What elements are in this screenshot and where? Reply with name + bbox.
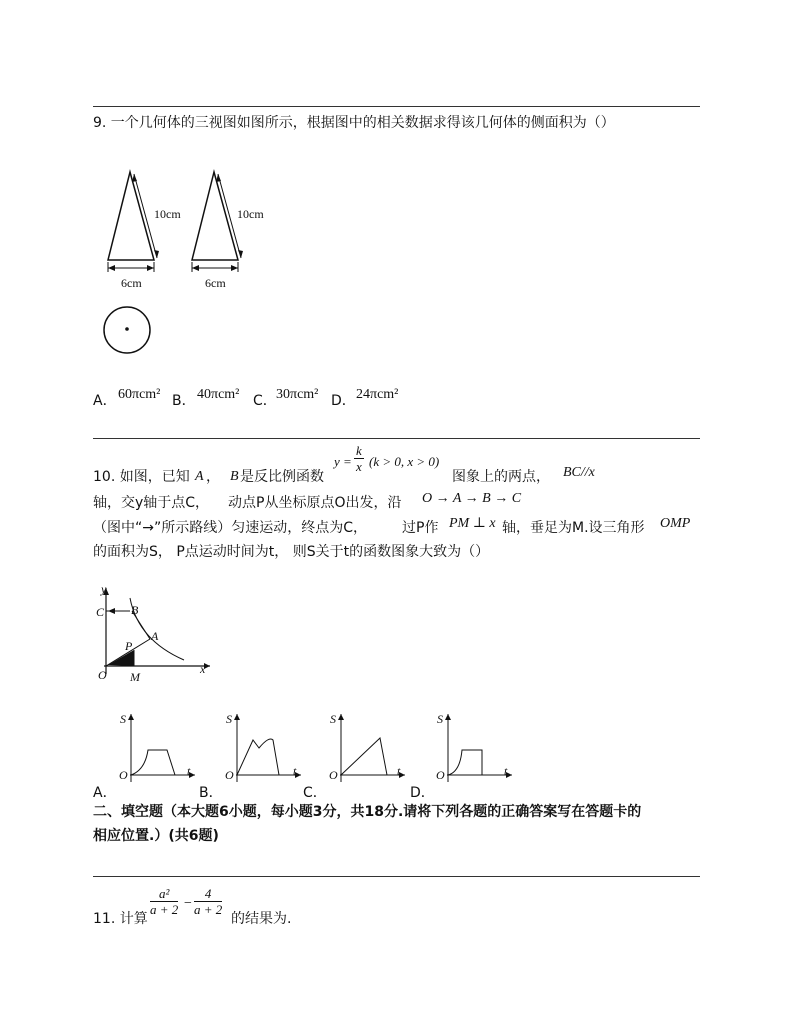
divider-q9 [93, 106, 700, 107]
divider-q10 [93, 438, 700, 439]
q11-suffix: 的结果为. [231, 911, 292, 927]
func-fraction [354, 443, 364, 474]
graph-option-b [221, 708, 311, 788]
q10-comma: ， [206, 469, 220, 485]
fig-x-label: x [200, 662, 206, 676]
q9-option-b-label: B． [172, 393, 196, 409]
q9-option-b-value: 40πcm² [197, 387, 240, 402]
graph-b-s-label: S [226, 712, 232, 726]
graph-c-s-label: S [330, 712, 336, 726]
graph-b-o-label: O [225, 768, 234, 782]
q10-line4: 的面积为S， P点运动时间为t， 则S关于t的函数图象大致为（） [93, 544, 490, 560]
graph-d-o-label: O [436, 768, 445, 782]
q9-front-view [100, 168, 180, 288]
q11-minus: − [184, 896, 192, 911]
q10-line1-c: 图象上的两点， [452, 469, 550, 485]
q9-stem: 9. 一个几何体的三视图如图所示，根据图中的相关数据求得该几何体的侧面积为（） [93, 115, 615, 131]
q11-numerator-2: 4 [194, 886, 222, 902]
q9-option-d-value: 24πcm² [356, 387, 399, 402]
q10-line3-c: 轴，垂足为M.设三角形 [502, 520, 645, 536]
graph-option-d [432, 708, 522, 788]
side-slant-label: 10cm [237, 207, 264, 221]
front-slant-label: 10cm [154, 207, 181, 221]
q10-line2-a: 轴，交y轴于点C， [93, 495, 210, 511]
fig-b-label: B [131, 603, 139, 617]
graph-a-t-label: t [187, 764, 191, 778]
section2-heading-line1: 二、填空题（本大题6小题，每小题3分，共18分.请将下列各题的正确答案写在答题卡的 [93, 804, 642, 820]
graph-option-a [115, 708, 205, 788]
graph-option-c-label: C． [303, 785, 327, 801]
q11-fraction-2 [194, 886, 222, 917]
fig-p-label: P [125, 639, 133, 653]
func-denominator: x [356, 459, 362, 474]
fig-o-label: O [98, 668, 107, 682]
front-base-label: 6cm [121, 276, 142, 290]
fig-c-label: C [96, 605, 105, 619]
point-b-label: B [230, 469, 239, 484]
q11-denominator-1: a + 2 [150, 902, 179, 917]
q11-denominator-2: a + 2 [194, 902, 223, 917]
q11-prefix: 11. 计算 [93, 911, 148, 927]
q10-line3-b: 过P作 [402, 520, 439, 536]
q9-option-d-label: D． [331, 393, 356, 409]
graph-a-s-label: S [120, 712, 126, 726]
q9-option-a-label: A． [93, 393, 117, 409]
graph-option-a-label: A． [93, 785, 117, 801]
graph-d-t-label: t [504, 764, 508, 778]
q9-option-a-value: 60πcm² [118, 387, 161, 402]
graph-c-t-label: t [397, 764, 401, 778]
q9-top-view [102, 305, 152, 355]
point-a-label: A [195, 469, 204, 484]
graph-option-b-label: B． [199, 785, 223, 801]
graph-b-t-label: t [293, 764, 297, 778]
q10-line3-a: （图中“→”所示路线）匀速运动，终点为C， [93, 520, 368, 536]
triangle-omp: OMP [660, 516, 691, 531]
graph-c-o-label: O [329, 768, 338, 782]
bc-parallel: BC//x [563, 465, 595, 480]
func-numerator: k [356, 443, 362, 458]
graph-option-c [325, 708, 415, 788]
q10-line1-b: 是反比例函数 [240, 469, 324, 485]
graph-d-s-label: S [437, 712, 443, 726]
side-base-label: 6cm [205, 276, 226, 290]
q10-line1-a: 10. 如图，已知 [93, 469, 190, 485]
func-lhs: y = [334, 454, 352, 469]
q9-side-view [184, 168, 264, 288]
q11-fraction-1 [150, 886, 178, 917]
pm-perp: PM ⊥ x [449, 516, 496, 531]
graph-a-o-label: O [119, 768, 128, 782]
q9-option-c-value: 30πcm² [276, 387, 319, 402]
fig-y-label: y [101, 582, 107, 596]
divider-q11 [93, 876, 700, 877]
section2-heading-line2: 相应位置.）(共6题) [93, 828, 219, 844]
graph-option-d-label: D． [410, 785, 435, 801]
fig-m-label: M [130, 670, 140, 684]
func-condition: (k > 0, x > 0) [369, 454, 440, 469]
q9-option-c-label: C． [253, 393, 277, 409]
q11-numerator-1: a² [150, 886, 178, 902]
q10-line2-b: 动点P从坐标原点O出发，沿 [228, 495, 402, 511]
fig-a-label: A [151, 629, 159, 643]
motion-path: O → A → B → C [422, 491, 522, 506]
